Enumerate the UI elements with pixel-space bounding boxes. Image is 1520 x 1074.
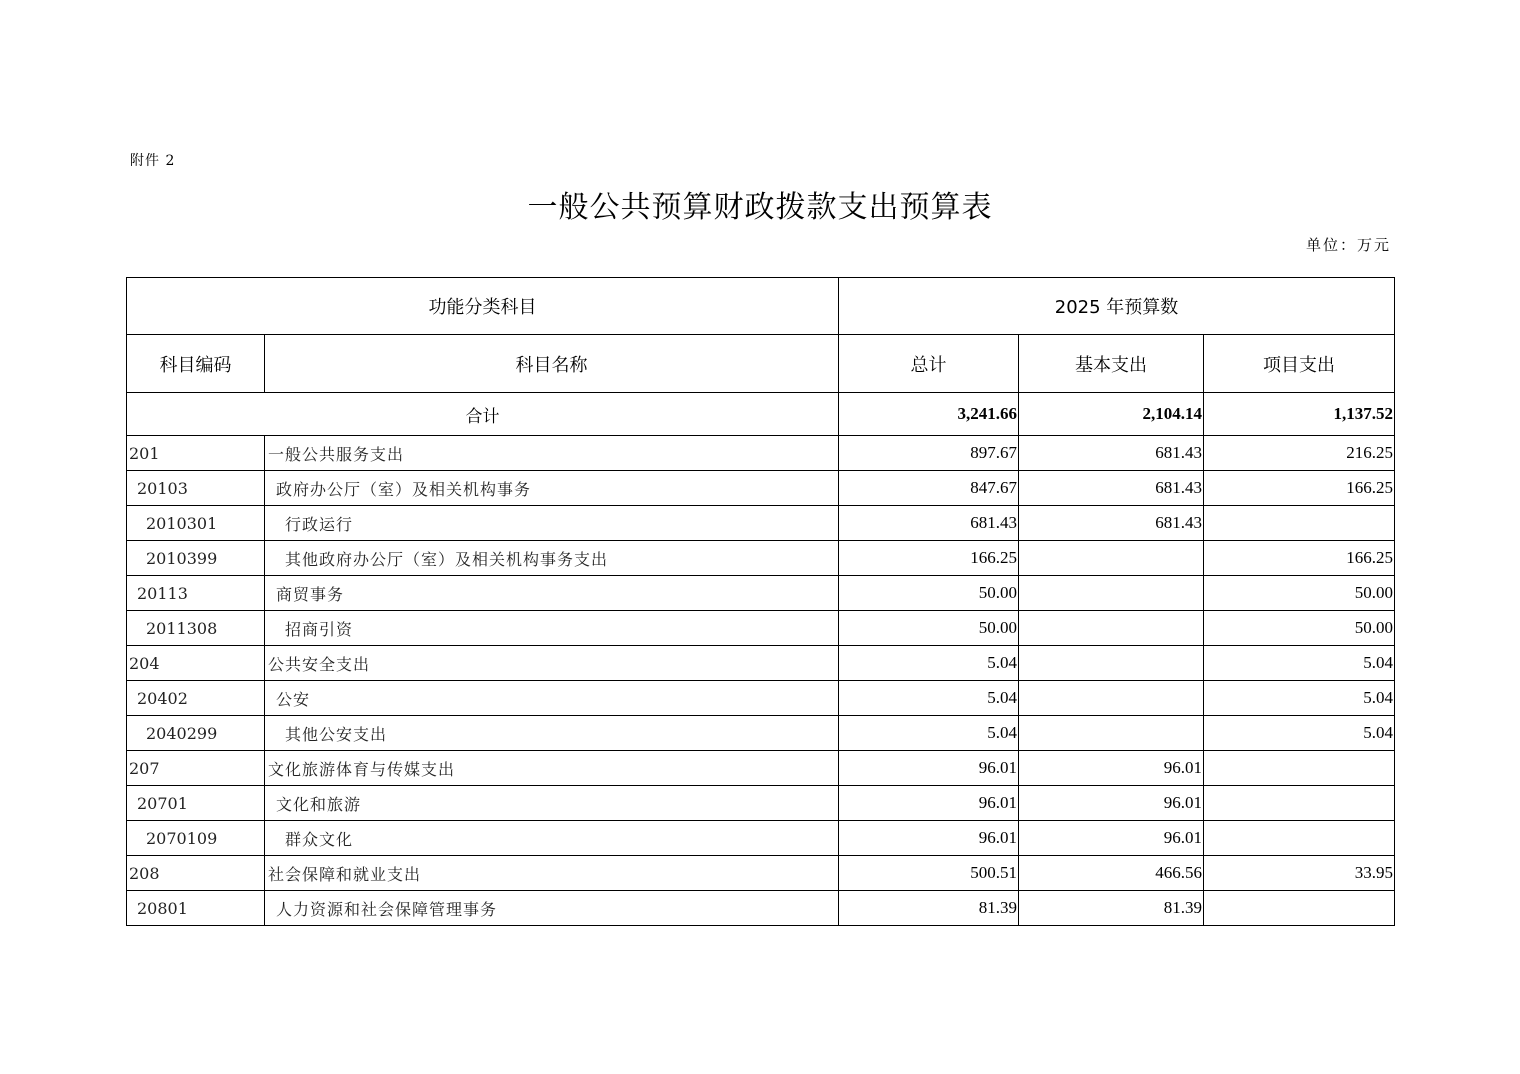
table-row [127,646,1395,681]
row-project [1204,891,1395,926]
row-basic: 96.01 [1019,751,1204,786]
header-name: 科目名称 [265,335,839,393]
row-code: 20402 [127,681,265,716]
attachment-label: 附件 2 [130,153,176,169]
header-total: 总计 [839,335,1019,393]
row-name: 一般公共服务支出 [265,436,839,471]
row-basic [1019,576,1204,611]
row-code: 20113 [127,576,265,611]
row-code: 20801 [127,891,265,926]
table-row [127,681,1395,716]
row-total: 897.67 [839,436,1019,471]
row-total: 81.39 [839,891,1019,926]
row-basic: 681.43 [1019,506,1204,541]
row-code: 2040299 [127,716,265,751]
header-budget-year: 2025 年预算数 [839,278,1395,335]
table-row [127,821,1395,856]
row-basic: 681.43 [1019,471,1204,506]
row-total: 500.51 [839,856,1019,891]
row-code: 204 [127,646,265,681]
row-name: 公安 [265,681,839,716]
row-name: 人力资源和社会保障管理事务 [265,891,839,926]
header-function-category: 功能分类科目 [127,278,839,335]
row-name: 政府办公厅（室）及相关机构事务 [265,471,839,506]
row-name: 文化和旅游 [265,786,839,821]
row-total: 847.67 [839,471,1019,506]
row-code: 2010399 [127,541,265,576]
header-basic: 基本支出 [1019,335,1204,393]
row-name: 公共安全支出 [265,646,839,681]
row-project: 5.04 [1204,646,1395,681]
row-code: 20103 [127,471,265,506]
row-project: 5.04 [1204,681,1395,716]
row-name: 招商引资 [265,611,839,646]
row-project: 5.04 [1204,716,1395,751]
row-code: 201 [127,436,265,471]
row-basic [1019,646,1204,681]
row-project [1204,821,1395,856]
table-row [127,436,1395,471]
total-label: 合计 [127,393,839,436]
row-project: 33.95 [1204,856,1395,891]
total-project: 1,137.52 [1204,393,1395,436]
row-total: 5.04 [839,716,1019,751]
table-row [127,856,1395,891]
row-basic: 466.56 [1019,856,1204,891]
row-name: 其他公安支出 [265,716,839,751]
row-basic: 96.01 [1019,821,1204,856]
header-row-columns [127,335,1395,393]
total-basic: 2,104.14 [1019,393,1204,436]
row-project: 166.25 [1204,541,1395,576]
row-project [1204,506,1395,541]
row-project: 50.00 [1204,576,1395,611]
row-basic: 81.39 [1019,891,1204,926]
header-row-group [127,278,1395,335]
row-total: 681.43 [839,506,1019,541]
row-basic [1019,611,1204,646]
table-row [127,611,1395,646]
row-project: 216.25 [1204,436,1395,471]
row-total: 96.01 [839,751,1019,786]
row-basic: 96.01 [1019,786,1204,821]
header-project: 项目支出 [1204,335,1395,393]
table-row [127,576,1395,611]
page-title: 一般公共预算财政拨款支出预算表 [527,190,993,225]
table-row [127,786,1395,821]
row-code: 2070109 [127,821,265,856]
header-code: 科目编码 [127,335,265,393]
row-total: 5.04 [839,646,1019,681]
table-row [127,751,1395,786]
table-row [127,891,1395,926]
row-code: 207 [127,751,265,786]
row-total: 166.25 [839,541,1019,576]
row-basic: 681.43 [1019,436,1204,471]
row-total: 50.00 [839,576,1019,611]
row-basic [1019,681,1204,716]
row-project: 50.00 [1204,611,1395,646]
row-code: 20701 [127,786,265,821]
budget-table [126,277,1395,926]
row-code: 2011308 [127,611,265,646]
row-total: 50.00 [839,611,1019,646]
row-name: 其他政府办公厅（室）及相关机构事务支出 [265,541,839,576]
total-total: 3,241.66 [839,393,1019,436]
row-project [1204,786,1395,821]
row-name: 群众文化 [265,821,839,856]
row-name: 文化旅游体育与传媒支出 [265,751,839,786]
table-row [127,506,1395,541]
total-row [127,393,1395,436]
row-name: 行政运行 [265,506,839,541]
row-project [1204,751,1395,786]
row-total: 96.01 [839,821,1019,856]
table-row [127,716,1395,751]
row-name: 社会保障和就业支出 [265,856,839,891]
row-name: 商贸事务 [265,576,839,611]
row-basic [1019,716,1204,751]
row-project: 166.25 [1204,471,1395,506]
row-code: 2010301 [127,506,265,541]
row-total: 5.04 [839,681,1019,716]
table-row [127,541,1395,576]
row-code: 208 [127,856,265,891]
unit-label: 单位：万元 [1305,236,1391,254]
row-total: 96.01 [839,786,1019,821]
table-row [127,471,1395,506]
row-basic [1019,541,1204,576]
